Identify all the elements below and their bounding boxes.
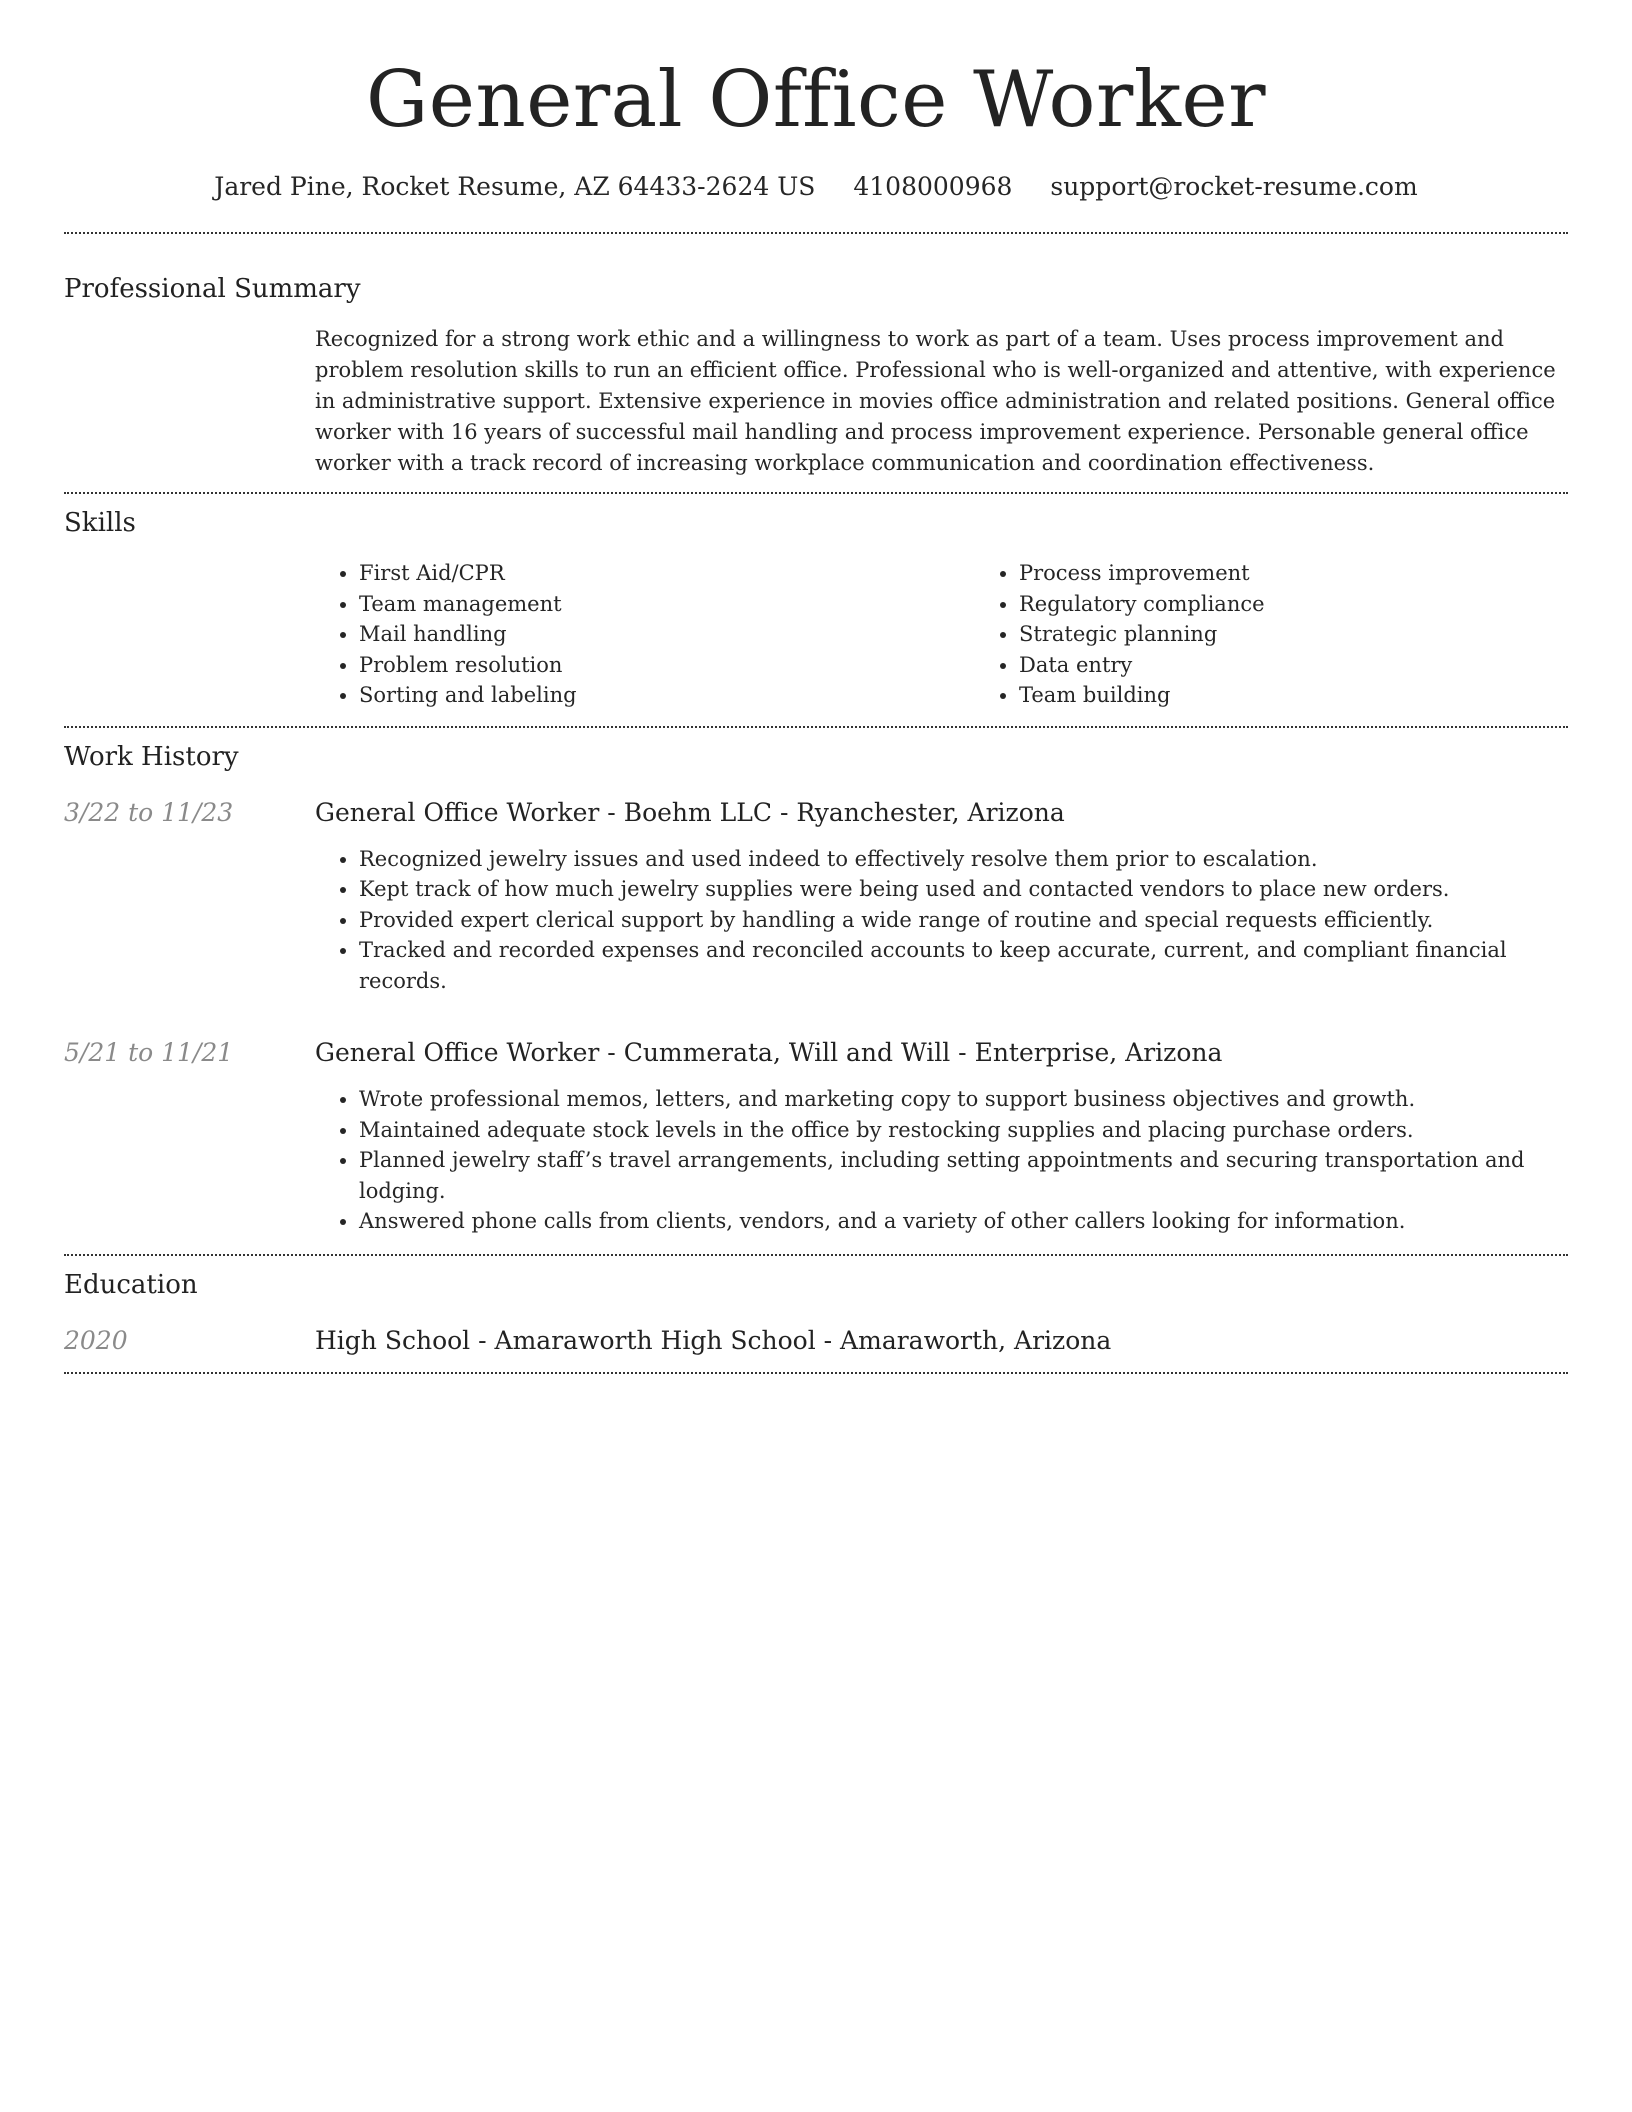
resume-page [64,0,1568,1374]
summary-text: Recognized for a strong work ethic and a willingness to work as part of a team. Uses process improvement and problem resolution skills to run an efficient office. Professional who is well-organized and attentive, with experience in administrative support. Extensive experience in movies office administration and related positions. General office worker with 16 years of successful mail handling and process improvement experience. Personable general office worker with a track record of increasing workplace communication and coordination effectiveness. [315,327,1556,475]
job-employer: - Cummerata, Will and Will - Enterprise, Arizona [599,1038,1223,1067]
list-item: • Maintained adequate stock levels in the office by restocking supplies and placing purchase orders. [359,1115,1568,1146]
job-employer: - Boehm LLC - Ryanchester, Arizona [599,797,1065,827]
section-heading-skills: Skills [64,508,136,538]
job-dates: 5/21 to 11/21 [64,1038,234,1067]
list-item: • First Aid/CPR [359,558,975,589]
list-item: • Process improvement [1019,558,1632,589]
section-heading-summary: Professional Summary [64,274,361,304]
contact-address: Jared Pine, Rocket Resume, AZ 64433-2624 US [214,172,816,201]
summary-spacer [64,324,315,479]
list-item: • Data entry [1019,650,1632,681]
list-item: • Recognized jewelry issues and used indeed to effectively resolve them prior to escalation. [359,844,1568,875]
job-heading [315,1036,1568,1070]
job-entry [64,796,1568,997]
education-school: - Amaraworth High School - Amaraworth, Arizona [470,1325,1112,1355]
contact-email: support@rocket-resume.com [1050,172,1418,201]
list-item: • Team building [1019,680,1632,711]
list-item: • Sorting and labeling [359,680,975,711]
job-title: General Office Worker [315,1038,600,1067]
skills-section [64,494,1568,711]
skills-list-left [315,558,975,711]
job-entry [64,1036,1568,1237]
job-bullets [315,844,1568,997]
resume-title: General Office Worker [366,55,1266,145]
list-item: • Team management [359,589,975,620]
education-entry [64,1324,1568,1358]
divider [64,1372,1568,1374]
education-heading [315,1324,1568,1358]
section-heading-work: Work History [64,741,239,772]
list-item: • Tracked and recorded expenses and reconciled accounts to keep accurate, current, and compliant financial records. [359,935,1568,996]
list-item: • Mail handling [359,619,975,650]
list-item: • Planned jewelry staff’s travel arrangements, including setting appointments and securing transportation and lodging. [359,1145,1568,1206]
job-dates: 3/22 to 11/23 [64,797,234,827]
list-item: • Wrote professional memos, letters, and marketing copy to support business objectives and growth. [359,1084,1568,1115]
contact-line [64,170,1568,204]
summary-section [64,234,1568,479]
education-date: 2020 [64,1325,128,1355]
job-title: General Office Worker [315,797,600,827]
list-item: • Provided expert clerical support by handling a wide range of routine and special requests efficiently. [359,905,1568,936]
skills-list-right [975,558,1632,711]
list-item: • Problem resolution [359,650,975,681]
education-section [64,1256,1568,1358]
work-section [64,728,1568,1237]
education-degree: High School [315,1325,471,1355]
section-heading-education: Education [64,1269,198,1300]
list-item: • Kept track of how much jewelry supplies were being used and contacted vendors to place new orders. [359,874,1568,905]
contact-phone: 4108000968 [853,172,1013,201]
job-bullets [315,1084,1568,1237]
list-item: • Regulatory compliance [1019,589,1632,620]
list-item: • Strategic planning [1019,619,1632,650]
list-item: • Answered phone calls from clients, vendors, and a variety of other callers looking for information. [359,1206,1568,1237]
job-heading [315,796,1568,830]
skills-spacer [64,558,315,711]
